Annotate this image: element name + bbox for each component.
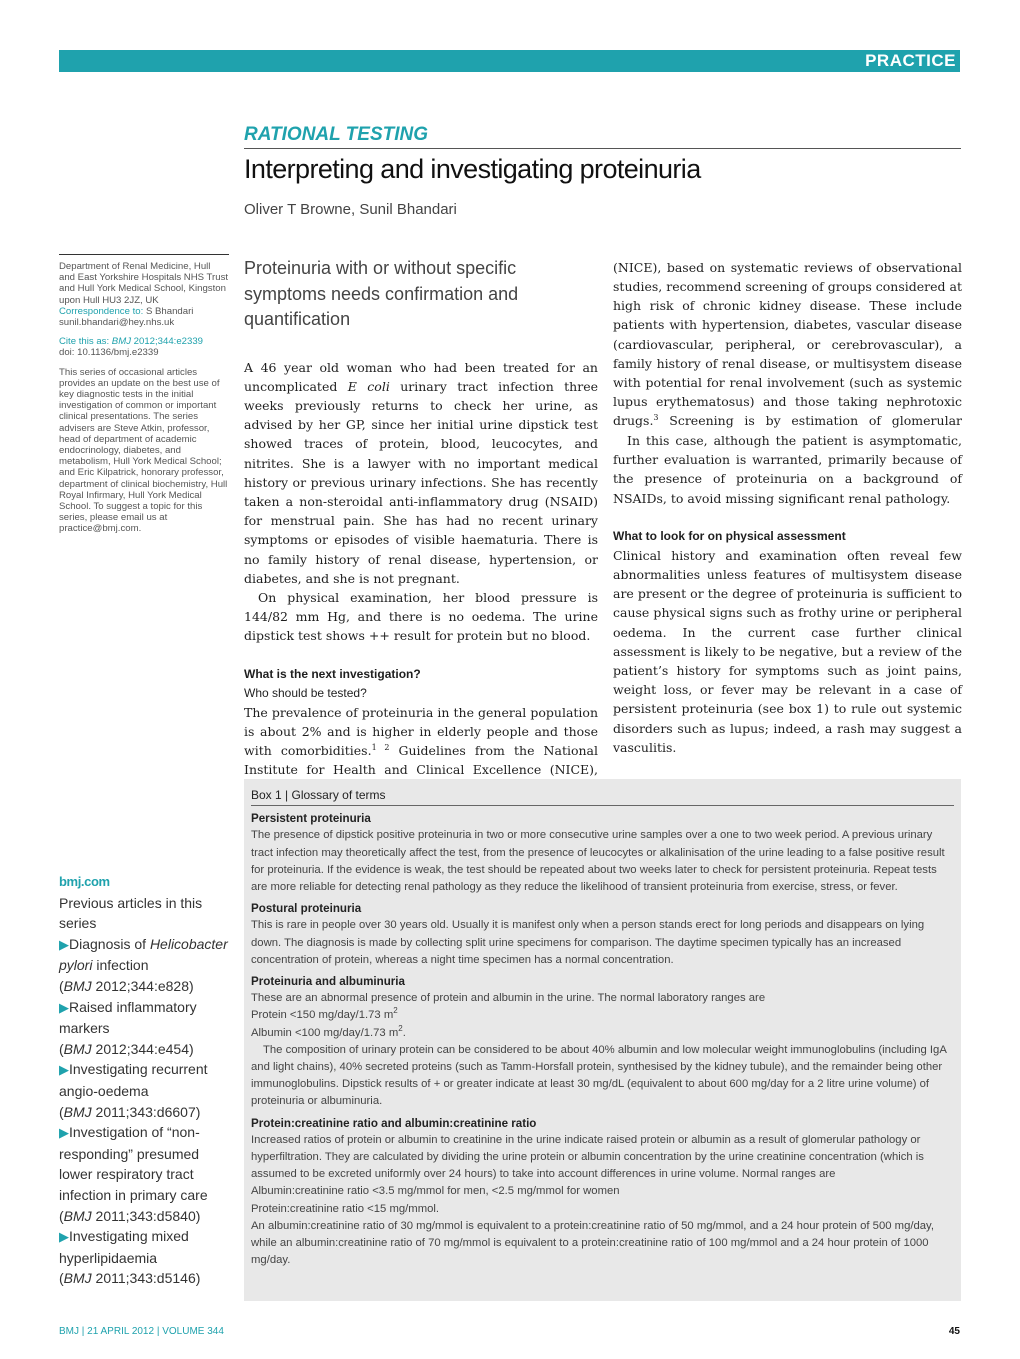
def-acr-range: Albumin:creatinine ratio <3.5 mg/mmol for men, <2.5 mg/mmol for women [251, 1185, 620, 1198]
page-number: 45 [948, 1326, 960, 1337]
article-authors: Oliver T Browne, Sunil Bhandari [244, 201, 457, 218]
def-protein-range: Protein <150 mg/day/1.73 $m^2$ [251, 1006, 398, 1022]
series-label: RATIONAL TESTING [244, 124, 429, 145]
arrow-icon: ▶ [59, 1062, 69, 1078]
series-note: This series of occasional articles provides an update on the best use of key diagnostic tests in the initial investigation of common or important clinical presentations. The series advisers are Steve Atkin, professor, head of department of academic endocrinology, diabetes, and metabolism, Hull York Medical School; and Eric Kilpatrick, honorary professor, department of clinical biochemistry, Hull Royal Infirmary, Hull York Medical School. To suggest a topic for this series, please email us at practice@bmj.com. [59, 366, 228, 535]
previous-article-link[interactable]: ▶Investigating recurrent angio-oedema (BMJ 2011;343:d6607) [59, 1061, 208, 1120]
affiliation: Department of Renal Medicine, Hull and East Yorkshire Hospitals NHS Trust and Hull York Medical School, Kingston upon Hull HU3 2JZ, UK Correspondence to: S Bhandari sunil.bhandari@hey.nhs.uk [59, 261, 229, 329]
sidebar-rule [59, 254, 229, 255]
def-composition: The composition of urinary protein can be considered to be about 40% albumin and low molecular weight immunoglobulins (including IgA and light chains), 40% secreted proteins (such as Tamm-Horsfall protein, synthesised by the kidney tubule), and the remainder being other immunoglobulins. Dipstick results of + or greater indicate at least 30 mg/dL (equivalent to about 600 mg/day for a 2 litre urine volume) of proteinuria or albuminuria. [251, 1043, 947, 1108]
previous-article-link[interactable]: ▶Diagnosis of Helicobacter pylori infection (BMJ 2012;344:e828) [59, 935, 228, 994]
def-albumin-range: Albumin <100 mg/day/1.73 $m^2$. [251, 1023, 406, 1039]
paragraph-prevalence: The prevalence of proteinuria in the general population is about 2% and is higher in elderly people and those with comorbidities.$^{1 2}$ Guidelines from the National Institute for Health and Clinical Excellence (NICE), [244, 704, 598, 778]
doi[interactable]: doi: 10.1136/bmj.e2339 [59, 347, 159, 359]
paragraph-prevalence-cont [613, 258, 962, 431]
arrow-icon: ▶ [59, 936, 69, 952]
term-proteinuria-albuminuria: Proteinuria and albuminuria [251, 975, 405, 989]
page-footer [59, 1326, 960, 1340]
paragraph-physical: Clinical history and examination often reveal few abnormalities unless features of multisystem disease are present or the degree of proteinuria is sufficient to cause physical signs such as frothy urine or peripheral oedema. In the current case further clinical assessment is likely to be negative, but a review of the patient’s history for symptoms such as joint pains, weight loss, or fever may be relevant in a case of persistent proteinuria (see box 1) to rule out systemic disorders such as lupus; indeed, a rash may suggest a vasculitis. [613, 547, 962, 755]
previous-articles [59, 872, 229, 1289]
term-persistent: Persistent proteinuria [251, 812, 371, 826]
footer-journal: BMJ | 21 APRIL 2012 | VOLUME 344 [59, 1326, 224, 1337]
arrow-icon: ▶ [59, 999, 69, 1015]
previous-articles-heading: Previous articles in this series [59, 894, 203, 932]
def-persistent: The presence of dipstick positive proteinuria in two or more consecutive urine samples over a one to two week period. A previous urinary tract infection may theoretically affect the test, from the presence of leucocytes or alkalinisation of the urine leading to a false positive result for proteinuria. If the evidence is weak, the test should be repeated about two weeks later to check for persistent proteinuria. Repeat tests are more reliable for detecting renal pathology as they reduce the likelihood of transient proteinuria from exercise, stress, or fever. [251, 829, 945, 894]
paragraph-exam: On physical examination, her blood pressure is 144/82 mm Hg, and there is no oedema. The urine dipstick test shows ++ result for protein but no blood. [244, 589, 598, 644]
glossary-box [244, 779, 961, 1301]
bmj-site-link[interactable]: bmj.com [59, 874, 110, 889]
sidebar [59, 254, 229, 543]
term-ratios: Protein:creatinine ratio and albumin:creatinine ratio [251, 1116, 537, 1130]
articles-list [59, 934, 229, 1289]
email-link[interactable]: sunil.bhandari@hey.nhs.uk [59, 317, 175, 329]
def-postural: This is rare in people over 30 years old. Usually it is manifest only when a person stands erect for long periods and disappears on lying down. The diagnosis is made by collecting split urine specimens for comparison. The daytime specimen typically has an increased concentration of protein, whereas a night time specimen has a normal concentration. [251, 919, 925, 966]
def-ratios: Increased ratios of protein or albumin to creatinine in the urine indicate raised protein or albumin as a result of glomerular pathology or hyperfiltration. They are calculated by dividing the urine protein or albumin concentration by the urine creatinine concentration (which is assumed to be excreted uniformly over 24 hours) to take into account differences in urine volume. Normal ranges are [251, 1133, 924, 1181]
prevalence-continuation-text: (NICE), based on systematic reviews of observational studies, recommend screening of groups considered at high risk of chronic kidney disease. These include patients with hypertension, diabetes, vascular disease (cardiovascular, peripheral, or cerebrovascular), a family history of renal disease, or multisystem disease with potential for renal involvement (such as systemic lupus erythematosus) and those taking nephrotoxic drugs.$^3$ Screening is by estimation of glomerular [613, 259, 962, 429]
column-1 [244, 256, 598, 780]
section-label: PRACTICE [865, 51, 956, 70]
previous-article-link[interactable]: ▶Investigation of “non-responding” presumed lower respiratory tract infection in primary care (BMJ 2011;343:d5840) [59, 1124, 208, 1224]
def-pcr-range: Protein:creatinine ratio <15 mg/mmol. [251, 1202, 440, 1215]
column-2 [613, 258, 962, 757]
paragraph-this-case: In this case, although the patient is asymptomatic, further evaluation is warranted, primarily because of the presence of proteinuria on a background of NSAIDs, to avoid missing significant renal pathology. [613, 433, 962, 506]
title-rule [244, 148, 961, 149]
arrow-icon: ▶ [59, 1229, 69, 1245]
heading-who-tested: Who should be tested? [244, 685, 367, 700]
paragraph-case: A 46 year old woman who had been treated for an uncomplicated E coli urinary tract infection three weeks previously returns to check her urine, as advised by her GP, since her initial urine dipstick test showed traces of protein, blood, leucocytes, and nitrites. She is a lawyer with no important medical history or previous urinary infections. She has recently taken a non-steroidal anti-inflammatory drug (NSAID) for menstrual pain. She has had no recent urinary symptoms or episodes of visible haematuria. There is no family history of renal disease, hypertension, or diabetes, and she is not pregnant. [244, 359, 599, 586]
section-banner [59, 50, 960, 72]
def-equivalence: An albumin:creatinine ratio of 30 mg/mmol is equivalent to a protein:creatinine ratio of 50 mg/mmol, and a 24 hour protein of 500 mg/day, while an albumin:creatinine ratio of 70 mg/mmol is equivalent to a protein:creatinine ratio of 100 mg/mmol and a 24 hour protein of 1000 mg/day. [251, 1219, 934, 1267]
correspondence-label: Correspondence to: [59, 305, 144, 317]
previous-article-link[interactable]: ▶Investigating mixed hyperlipidaemia (BMJ 2011;343:d5146) [59, 1228, 201, 1287]
term-postural: Postural proteinuria [251, 902, 362, 916]
article-title: Interpreting and investigating proteinuria [244, 154, 701, 184]
standfirst: Proteinuria with or without specific symptoms needs confirmation and quantification [244, 258, 519, 329]
box-title: Box 1 | Glossary of terms [251, 787, 954, 806]
heading-physical-assessment: What to look for on physical assessment [613, 528, 846, 543]
heading-next-investigation: What is the next investigation? [244, 666, 421, 681]
def-ranges-intro: These are an abnormal presence of protein and albumin in the urine. The normal laboratory ranges are [251, 992, 766, 1005]
citation: Cite this as: BMJ 2012;344:e2339 doi: 10.1136/bmj.e2339 [59, 336, 204, 359]
arrow-icon: ▶ [59, 1125, 69, 1141]
previous-article-link[interactable]: ▶Raised inflammatory markers (BMJ 2012;344:e454) [59, 998, 197, 1057]
